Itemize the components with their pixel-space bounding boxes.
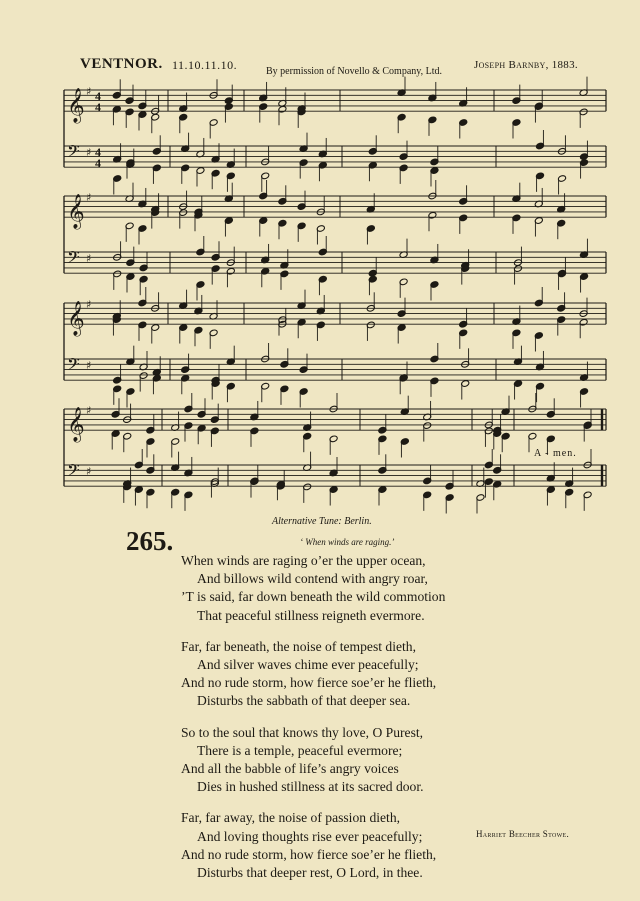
treble-clef: 𝄞: [67, 194, 85, 230]
author: Harriet Beecher Stowe.: [476, 829, 570, 839]
lyric-line: And billows wild contend with angry roar,: [197, 571, 428, 587]
stanza: [181, 809, 445, 882]
lyric-line: There is a temple, peaceful evermore;: [197, 742, 403, 758]
hymn-text: [181, 552, 445, 895]
stanza: [181, 552, 445, 625]
time-signature: 4: [95, 145, 101, 159]
key-signature-sharp: ♯: [86, 252, 92, 265]
lyric-line: And no rude storm, how fierce soe’er he flieth,: [181, 675, 437, 691]
bass-clef: 𝄢: [67, 247, 80, 271]
treble-clef: 𝄞: [67, 301, 85, 337]
lyric-line: ’T is said, far down beneath the wild commotion: [181, 589, 446, 605]
lyric-line: Far, far away, the noise of passion dieth,: [181, 810, 401, 826]
treble-clef: 𝄞: [67, 88, 85, 124]
key-signature-sharp: ♯: [86, 465, 92, 478]
lyric-line: Disturbs that deeper rest, O Lord, in thee.: [197, 865, 423, 881]
bass-clef: 𝄢: [67, 141, 80, 165]
lyric-line: When winds are raging o’er the upper ocean,: [181, 553, 426, 568]
lyric-line: Far, far beneath, the noise of tempest dieth,: [181, 638, 417, 654]
meter: 11.10.11.10.: [172, 58, 238, 72]
stanza: [181, 638, 445, 711]
lyric-line: And loving thoughts rise ever peacefully;: [197, 828, 423, 844]
key-signature-sharp: ♯: [86, 146, 92, 159]
key-signature-sharp: ♯: [86, 191, 92, 204]
key-signature-sharp: ♯: [86, 298, 92, 311]
bass-clef: 𝄢: [67, 460, 80, 484]
key-signature-sharp: ♯: [86, 404, 92, 417]
lyric-line: And all the babble of life’s angry voices: [181, 761, 399, 777]
alternative-tune: Alternative Tune: Berlin.: [272, 516, 372, 527]
lyric-line: Disturbs the sabbath of that deeper sea.: [197, 693, 411, 709]
time-signature: 4: [95, 89, 101, 103]
lyric-line: So to the soul that knows thy love, O Purest,: [181, 724, 424, 740]
hymn-number: 265.: [126, 526, 174, 556]
key-signature-sharp: ♯: [86, 85, 92, 98]
lyric-line: That peaceful stillness reigneth evermore.: [197, 607, 425, 623]
bass-clef: 𝄢: [67, 354, 80, 378]
lyric-line: And silver waves chime ever peacefully;: [197, 657, 419, 673]
lyric-line: And no rude storm, how fierce soe’er he flieth,: [181, 846, 437, 862]
stanza: [181, 724, 445, 797]
composer: Joseph Barnby, 1883.: [474, 59, 578, 71]
lyric-line: Dies in hushed stillness at its sacred door.: [197, 779, 424, 795]
key-signature-sharp: ♯: [86, 359, 92, 372]
tune-name: VENTNOR.: [80, 56, 163, 72]
time-signature: 4: [95, 100, 101, 114]
time-signature: 4: [95, 156, 101, 170]
first-line-reference: ‘ When winds are raging.’: [300, 537, 395, 547]
treble-clef: 𝄞: [67, 407, 85, 443]
permission-note: By permission of Novello & Company, Ltd.: [266, 66, 443, 77]
amen-lyric: A - men.: [534, 448, 577, 459]
